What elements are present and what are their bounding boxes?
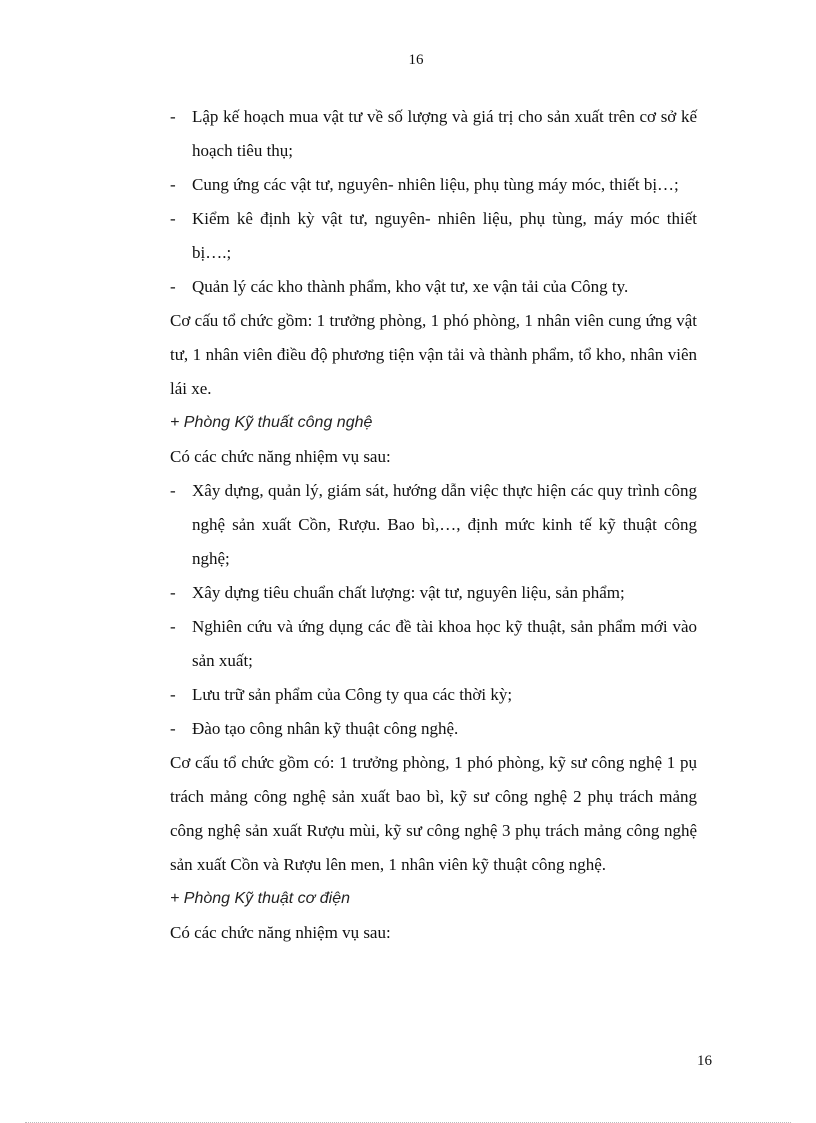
list-item-text: Quản lý các kho thành phẩm, kho vật tư, xe vận tải của Công ty. bbox=[192, 277, 629, 296]
list-item bbox=[170, 100, 697, 168]
structure-paragraph: Cơ cấu tổ chức gồm: 1 trưởng phòng, 1 phó phòng, 1 nhân viên cung ứng vật tư, 1 nhân viên điều độ phương tiện vận tải và thành phẩm, tổ kho, nhân viên lái xe. bbox=[170, 311, 697, 398]
list-item bbox=[170, 202, 697, 270]
bullet-dash: - bbox=[170, 175, 176, 194]
bullet-dash: - bbox=[170, 209, 176, 228]
bullet-dash: - bbox=[170, 719, 176, 738]
list-item bbox=[170, 474, 697, 576]
document-body bbox=[170, 100, 697, 950]
list-item bbox=[170, 168, 697, 202]
list-item bbox=[170, 270, 697, 304]
list-item-text: Đào tạo công nhân kỹ thuật công nghệ. bbox=[192, 719, 459, 738]
bullet-dash: - bbox=[170, 277, 176, 296]
list-item-text: Xây dựng tiêu chuẩn chất lượng: vật tư, nguyên liệu, sản phẩm; bbox=[192, 583, 625, 602]
section-heading-technology: + Phòng Kỹ thuất công nghệ bbox=[170, 414, 373, 431]
list-item bbox=[170, 576, 697, 610]
bullet-dash: - bbox=[170, 583, 176, 602]
list-item bbox=[170, 678, 697, 712]
structure-paragraph: Cơ cấu tổ chức gồm có: 1 trưởng phòng, 1 phó phòng, kỹ sư công nghệ 1 pụ trách mảng công nghệ sản xuất bao bì, kỹ sư công nghệ 2 phụ trách mảng công nghệ sản xuất Rượu mùi, kỹ sư công nghệ 3 phụ trách mảng công nghệ sản xuất Cồn và Rượu lên men, 1 nhân viên kỹ thuật công nghệ. bbox=[170, 753, 697, 874]
page-number-header: 16 bbox=[408, 52, 424, 68]
list-item-text: Cung ứng các vật tư, nguyên- nhiên liệu, phụ tùng máy móc, thiết bị…; bbox=[192, 175, 679, 194]
bullet-dash: - bbox=[170, 685, 176, 704]
bullet-dash: - bbox=[170, 107, 176, 126]
list-item bbox=[170, 712, 697, 746]
section-heading-mechanical: + Phòng Kỹ thuật cơ điện bbox=[170, 890, 351, 907]
list-item-text: Nghiên cứu và ứng dụng các đề tài khoa học kỹ thuật, sản phẩm mới vào sản xuất; bbox=[192, 617, 697, 670]
list-item-text: Lập kế hoạch mua vật tư về số lượng và giá trị cho sản xuất trên cơ sở kế hoạch tiêu thụ; bbox=[192, 107, 697, 160]
section-intro: Có các chức năng nhiệm vụ sau: bbox=[170, 923, 391, 942]
list-item bbox=[170, 610, 697, 678]
list-item-text: Lưu trữ sản phẩm của Công ty qua các thời kỳ; bbox=[192, 685, 513, 704]
bullet-dash: - bbox=[170, 481, 176, 500]
page-number-footer: 16 bbox=[697, 1053, 712, 1069]
list-item-text: Xây dựng, quản lý, giám sát, hướng dẫn việc thực hiện các quy trình công nghệ sản xuất Cồn, Rượu. Bao bì,…, định mức kinh tế kỹ thuật công nghệ; bbox=[192, 481, 697, 568]
bullet-dash: - bbox=[170, 617, 176, 636]
list-item-text: Kiểm kê định kỳ vật tư, nguyên- nhiên liệu, phụ tùng, máy móc thiết bị….; bbox=[192, 209, 697, 262]
section-intro: Có các chức năng nhiệm vụ sau: bbox=[170, 447, 391, 466]
